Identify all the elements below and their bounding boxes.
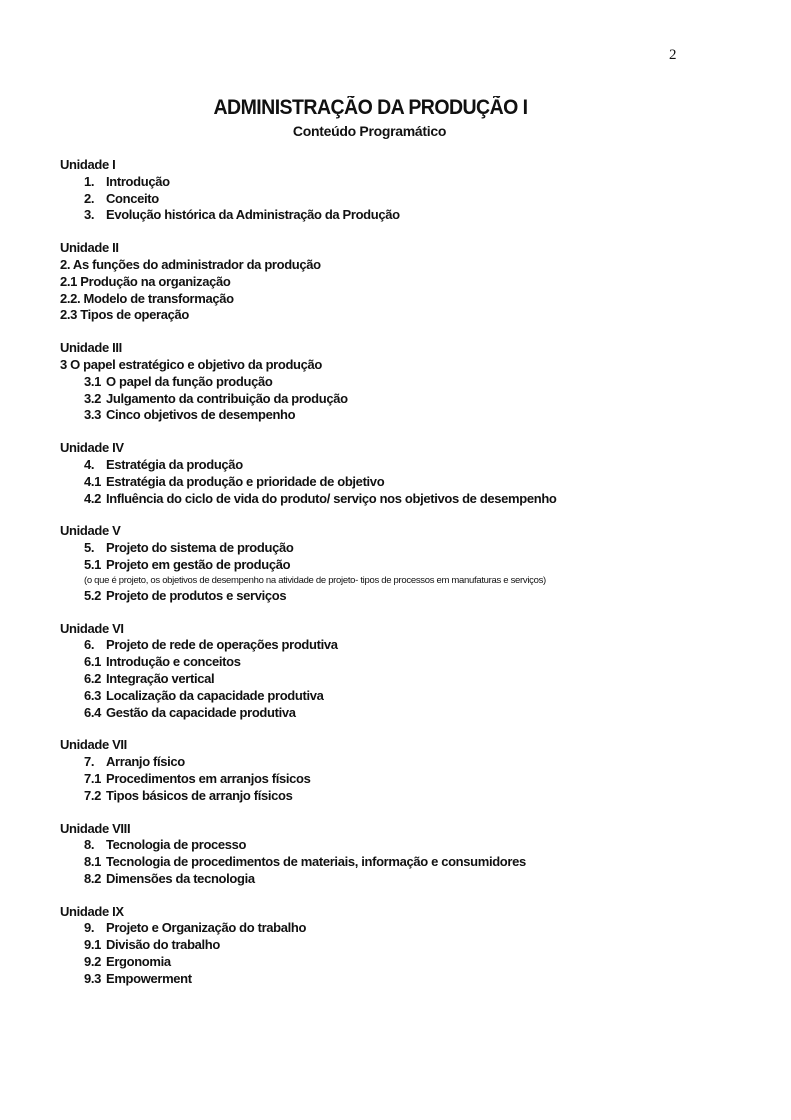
syllabus-unit bbox=[60, 737, 760, 804]
topic-item bbox=[60, 491, 760, 508]
topic-number: 8. bbox=[84, 837, 95, 853]
topic-item bbox=[60, 705, 760, 722]
topic-number: 3.2 bbox=[84, 390, 102, 406]
topic-item bbox=[60, 771, 760, 788]
syllabus-unit bbox=[60, 523, 760, 604]
document-subtitle: Conteúdo Programático bbox=[292, 123, 447, 139]
topic-number: 9.2 bbox=[84, 954, 102, 970]
unit-heading: Unidade VIII bbox=[60, 820, 131, 836]
topic-item bbox=[60, 540, 760, 557]
topic-item bbox=[60, 688, 760, 705]
topic-item bbox=[60, 274, 760, 291]
topic-item bbox=[60, 207, 760, 224]
topic-text: 2.2. Modelo de transformação bbox=[60, 290, 234, 306]
unit-heading: Unidade VI bbox=[60, 620, 124, 636]
topic-number: 6.1 bbox=[84, 654, 102, 670]
topic-number: 6.4 bbox=[84, 704, 102, 720]
topic-text: Localização da capacidade produtiva bbox=[106, 687, 324, 703]
topic-number: 9. bbox=[84, 920, 95, 936]
topic-item bbox=[60, 374, 760, 391]
topic-text: Projeto e Organização do trabalho bbox=[106, 920, 307, 936]
topic-text: Conceito bbox=[106, 190, 159, 206]
topic-text: Tipos básicos de arranjo físicos bbox=[106, 787, 293, 803]
unit-heading: Unidade IX bbox=[60, 903, 124, 919]
topic-text: 3 O papel estratégico e objetivo da produção bbox=[60, 356, 322, 372]
topic-item bbox=[60, 557, 760, 574]
topic-text: 2.1 Produção na organização bbox=[60, 273, 231, 289]
topic-text: Projeto de rede de operações produtiva bbox=[106, 637, 338, 653]
unit-heading: Unidade II bbox=[60, 240, 119, 256]
topic-item bbox=[60, 871, 760, 888]
topic-number: 9.3 bbox=[84, 970, 102, 986]
topic-number: 8.2 bbox=[84, 870, 102, 886]
topic-number: 5.1 bbox=[84, 556, 102, 572]
unit-heading: Unidade VII bbox=[60, 737, 127, 753]
syllabus-unit bbox=[60, 340, 760, 424]
topic-number: 1. bbox=[84, 173, 95, 189]
topic-item bbox=[60, 854, 760, 871]
topic-text: Evolução histórica da Administração da Produção bbox=[106, 207, 400, 223]
unit-heading: Unidade IV bbox=[60, 440, 124, 456]
topic-item bbox=[60, 637, 760, 654]
topic-text: Arranjo físico bbox=[106, 754, 185, 770]
topic-number: 3.1 bbox=[84, 373, 102, 389]
syllabus-unit bbox=[60, 440, 760, 507]
topic-item bbox=[60, 671, 760, 688]
syllabus-unit bbox=[60, 621, 760, 722]
syllabus-unit bbox=[60, 821, 760, 888]
topic-number: 4.1 bbox=[84, 473, 102, 489]
unit-heading: Unidade III bbox=[60, 340, 122, 356]
topic-number: 6. bbox=[84, 637, 95, 653]
topic-item bbox=[60, 257, 760, 274]
topic-note: (o que é projeto, os objetivos de desempenho na atividade de projeto- tipos de processos em manufaturas e serviços) bbox=[84, 574, 546, 586]
topic-item bbox=[60, 920, 760, 937]
topic-text: Gestão da capacidade produtiva bbox=[106, 704, 296, 720]
topic-number: 3.3 bbox=[84, 407, 102, 423]
topic-item bbox=[60, 191, 760, 208]
topic-text: Integração vertical bbox=[106, 670, 215, 686]
topic-item bbox=[60, 654, 760, 671]
page-number: 2 bbox=[669, 47, 677, 63]
topic-number: 8.1 bbox=[84, 854, 102, 870]
topic-number: 2. bbox=[84, 190, 95, 206]
topic-number: 5. bbox=[84, 540, 95, 556]
topic-item bbox=[60, 954, 760, 971]
topic-number: 7.2 bbox=[84, 787, 102, 803]
topic-text: Empowerment bbox=[106, 970, 192, 986]
topic-text: 2.3 Tipos de operação bbox=[60, 307, 189, 323]
topic-text: Projeto do sistema de produção bbox=[106, 540, 294, 556]
syllabus-unit bbox=[60, 240, 760, 324]
topic-text: Estratégia da produção bbox=[106, 456, 243, 472]
topic-item bbox=[60, 837, 760, 854]
syllabus-content bbox=[60, 157, 760, 1004]
topic-item bbox=[60, 474, 760, 491]
topic-number: 4.2 bbox=[84, 490, 102, 506]
topic-text: O papel da função produção bbox=[106, 373, 273, 389]
topic-text: Ergonomia bbox=[106, 954, 171, 970]
syllabus-unit bbox=[60, 157, 760, 224]
topic-text: Projeto em gestão de produção bbox=[106, 556, 291, 572]
topic-number: 3. bbox=[84, 207, 95, 223]
topic-item bbox=[60, 391, 760, 408]
topic-number: 5.2 bbox=[84, 587, 102, 603]
topic-item bbox=[60, 754, 760, 771]
unit-heading: Unidade V bbox=[60, 523, 121, 539]
topic-item bbox=[60, 357, 760, 374]
topic-text: Tecnologia de processo bbox=[106, 837, 247, 853]
topic-number: 7.1 bbox=[84, 770, 102, 786]
topic-text: Introdução bbox=[106, 173, 170, 189]
topic-number: 6.2 bbox=[84, 670, 102, 686]
topic-text: Cinco objetivos de desempenho bbox=[106, 407, 296, 423]
topic-number: 4. bbox=[84, 456, 95, 472]
topic-item bbox=[60, 588, 760, 605]
topic-number: 7. bbox=[84, 754, 95, 770]
topic-text: Procedimentos em arranjos físicos bbox=[106, 770, 311, 786]
topic-item bbox=[60, 457, 760, 474]
syllabus-unit bbox=[60, 904, 760, 988]
topic-number: 9.1 bbox=[84, 937, 102, 953]
topic-text: Projeto de produtos e serviços bbox=[106, 587, 287, 603]
topic-text: Introdução e conceitos bbox=[106, 654, 241, 670]
topic-item bbox=[60, 937, 760, 954]
topic-text: Divisão do trabalho bbox=[106, 937, 220, 953]
topic-text: 2. As funções do administrador da produção bbox=[60, 256, 321, 272]
topic-text: Estratégia da produção e prioridade de objetivo bbox=[106, 473, 385, 489]
topic-item bbox=[60, 971, 760, 988]
topic-item bbox=[60, 407, 760, 424]
topic-text: Dimensões da tecnologia bbox=[106, 870, 255, 886]
document-title: ADMINISTRAÇÃO DA PRODUÇÃO I bbox=[213, 96, 528, 119]
topic-text: Tecnologia de procedimentos de materiais, informação e consumidores bbox=[106, 854, 526, 870]
unit-heading: Unidade I bbox=[60, 157, 116, 172]
topic-item bbox=[60, 307, 760, 324]
topic-item bbox=[60, 174, 760, 191]
topic-number: 6.3 bbox=[84, 687, 102, 703]
topic-item bbox=[60, 291, 760, 308]
topic-text: Julgamento da contribuição da produção bbox=[106, 390, 348, 406]
topic-item bbox=[60, 788, 760, 805]
topic-text: Influência do ciclo de vida do produto/ serviço nos objetivos de desempenho bbox=[106, 490, 557, 506]
